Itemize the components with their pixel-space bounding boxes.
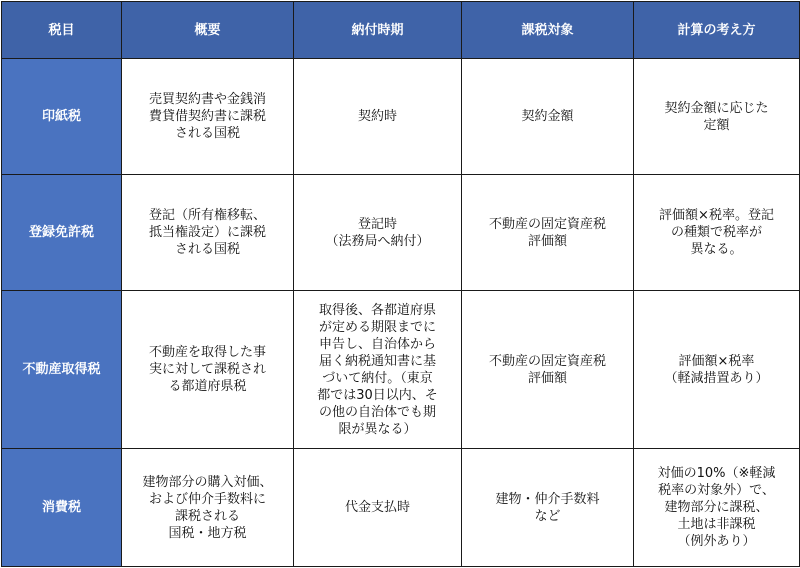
header-row [2,2,800,59]
header-payment-timing: 納付時期 [294,2,462,59]
row-tax-name: 印紙税 [2,59,122,175]
calc-cell: 評価額×税率。登記 の種類で税率が 異なる。 [634,175,800,291]
calc-cell: 評価額×税率 （軽減措置あり） [634,291,800,449]
header-taxable-target: 課税対象 [462,2,634,59]
tax-comparison-table [1,1,800,567]
row-tax-name: 登録免許税 [2,175,122,291]
header-overview: 概要 [122,2,294,59]
timing-cell: 契約時 [294,59,462,175]
table-row [2,59,800,175]
target-cell: 不動産の固定資産税 評価額 [462,175,634,291]
timing-cell: 登記時 （法務局へ納付） [294,175,462,291]
calc-cell: 契約金額に応じた 定額 [634,59,800,175]
header-calculation: 計算の考え方 [634,2,800,59]
calc-cell: 対価の10%（※軽減 税率の対象外）で、 建物部分に課税、 土地は非課税 （例外あり） [634,449,800,567]
overview-cell: 不動産を取得した事 実に対して課税され る都道府県税 [122,291,294,449]
table-row [2,291,800,449]
table-row [2,175,800,291]
target-cell: 不動産の固定資産税 評価額 [462,291,634,449]
overview-cell: 売買契約書や金銭消 費貸借契約書に課税 される国税 [122,59,294,175]
row-tax-name: 消費税 [2,449,122,567]
timing-cell: 取得後、各都道府県 が定める期限までに 申告し、自治体から 届く納税通知書に基 づいて納付。（東京 都では30日以内、そ の他の自治体でも期 限が異なる） [294,291,462,449]
target-cell: 建物・仲介手数料 など [462,449,634,567]
row-tax-name: 不動産取得税 [2,291,122,449]
header-tax-item: 税目 [2,2,122,59]
timing-cell: 代金支払時 [294,449,462,567]
target-cell: 契約金額 [462,59,634,175]
overview-cell: 登記（所有権移転、 抵当権設定）に課税 される国税 [122,175,294,291]
table-row [2,449,800,567]
overview-cell: 建物部分の購入対価、 および仲介手数料に 課税される 国税・地方税 [122,449,294,567]
